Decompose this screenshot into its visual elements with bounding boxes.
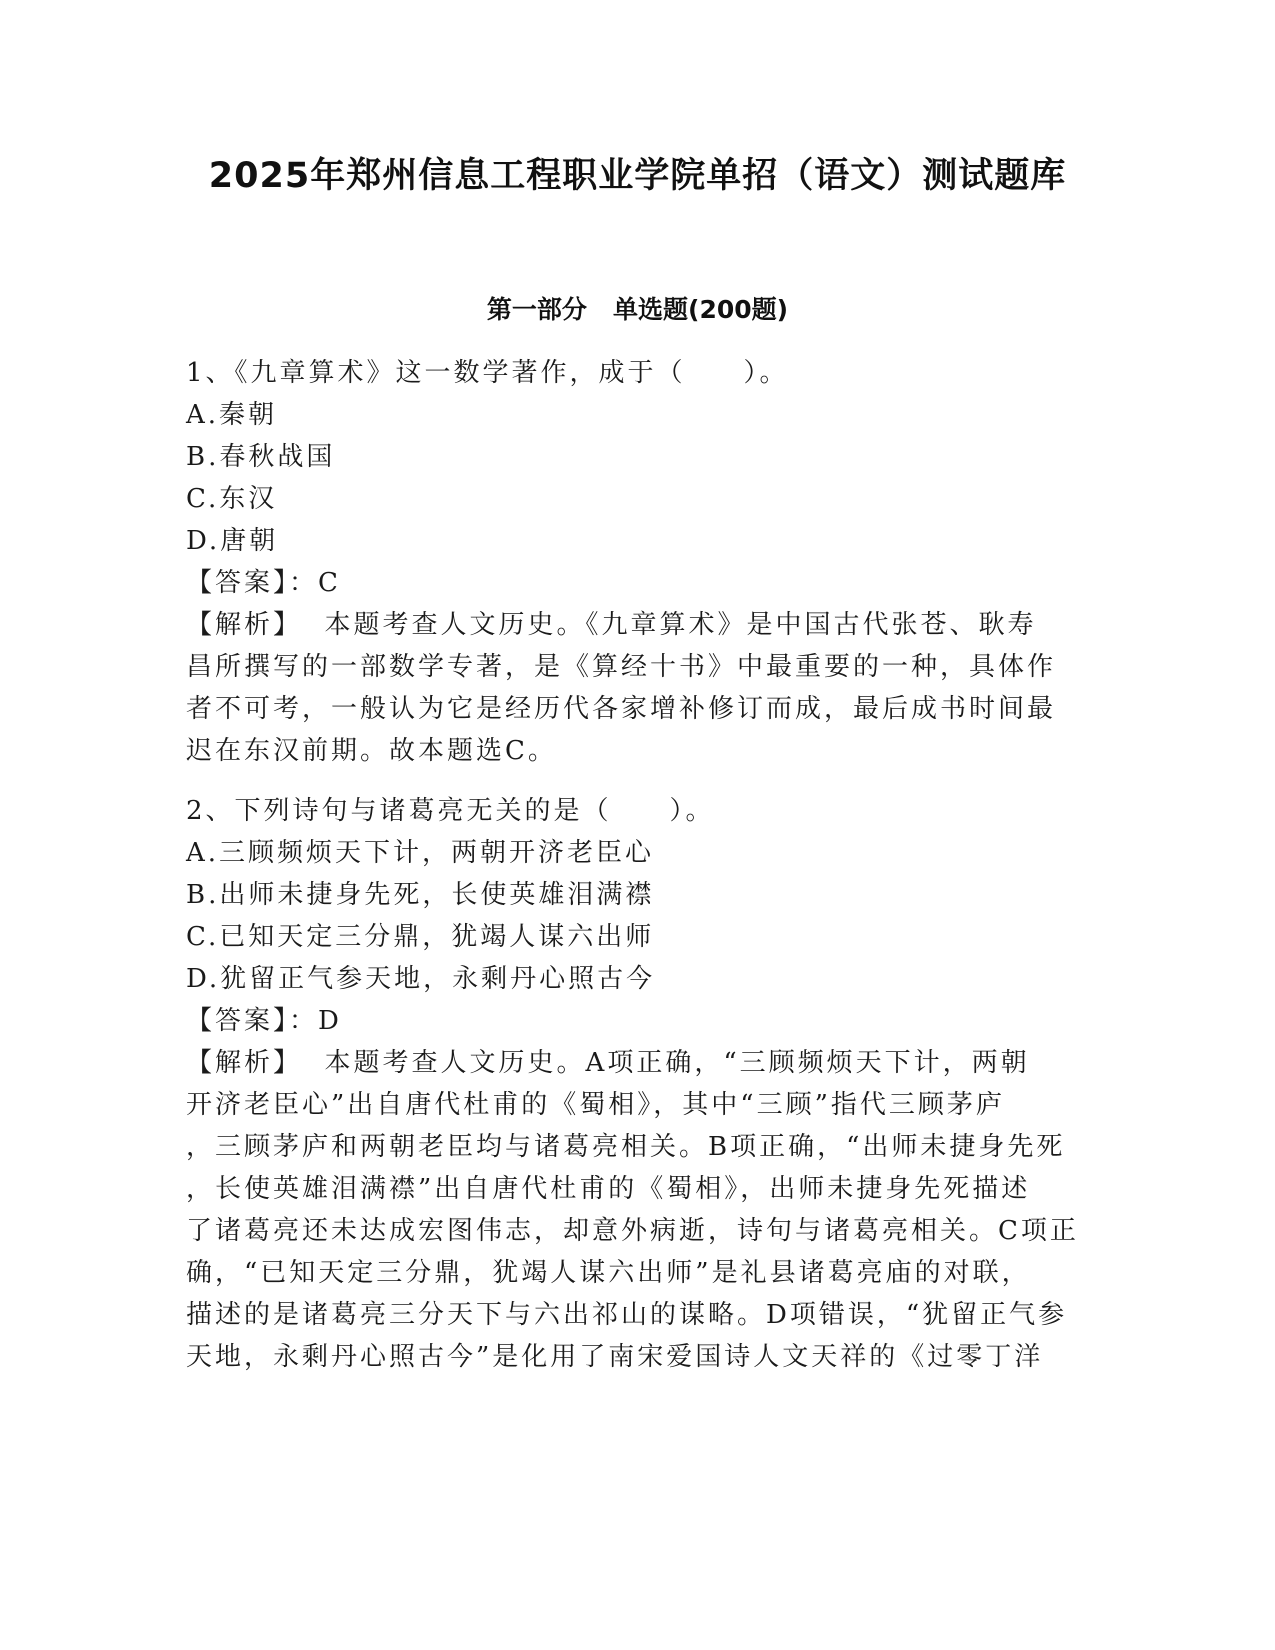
analysis-line: 者不可考，一般认为它是经历代各家增补修订而成，最后成书时间最 — [186, 694, 1057, 724]
analysis-line: ，长使英雄泪满襟”出自唐代杜甫的《蜀相》，出师未捷身先死描述 — [186, 1174, 1031, 1204]
option-c: C.东汉 — [186, 484, 278, 514]
option-b: B.春秋战国 — [186, 442, 336, 472]
analysis-line — [186, 604, 1086, 646]
option-b: B.出师未捷身先死，长使英雄泪满襟 — [186, 880, 655, 910]
analysis-label: 【解析】 — [186, 610, 303, 640]
analysis-line: 确，“已知天定三分鼎，犹竭人谋六出师”是礼县诸葛亮庙的对联， — [186, 1258, 1031, 1288]
analysis-line: 了诸葛亮还未达成宏图伟志，却意外病逝，诗句与诸葛亮相关。C项正 — [186, 1216, 1079, 1246]
answer-line — [186, 1000, 1086, 1042]
answer-value: D — [318, 1006, 342, 1036]
analysis-line: ，三顾茅庐和两朝老臣均与诸葛亮相关。B项正确，“出师未捷身先死 — [186, 1132, 1066, 1162]
analysis-label: 【解析】 — [186, 1048, 303, 1078]
question-stem: 1、《九章算术》这一数学著作，成于（ ）。 — [186, 358, 789, 388]
answer-label: 【答案】： — [186, 1006, 319, 1036]
question-stem: 2、下列诗句与诸葛亮无关的是（ ）。 — [186, 796, 715, 826]
analysis-line — [186, 1042, 1086, 1084]
analysis-text: 本题考查人文历史。A项正确，“三顾频烦天下计，两朝 — [302, 1048, 1030, 1078]
option-a: A.三顾频烦天下计，两朝开济老臣心 — [186, 838, 655, 868]
option-d: D.唐朝 — [186, 526, 279, 556]
question-item — [186, 352, 1086, 772]
analysis-line: 昌所撰写的一部数学专著，是《算经十书》中最重要的一种，具体作 — [186, 652, 1057, 682]
analysis-text: 本题考查人文历史。《九章算术》是中国古代张苍、耿寿 — [302, 610, 1037, 640]
section-title: 第一部分 单选题(200题) — [486, 295, 789, 324]
question-item — [186, 790, 1086, 1378]
answer-value: C — [318, 568, 341, 598]
option-d: D.犹留正气参天地，永剩丹心照古今 — [186, 964, 656, 994]
analysis-line: 迟在东汉前期。故本题选C。 — [186, 736, 557, 766]
analysis-line: 开济老臣心”出自唐代杜甫的《蜀相》，其中“三顾”指代三顾茅庐 — [186, 1090, 1005, 1120]
answer-line — [186, 562, 1086, 604]
analysis-line: 天地，永剩丹心照古今”是化用了南宋爱国诗人文天祥的《过零丁洋 — [186, 1342, 1044, 1372]
option-a: A.秦朝 — [186, 400, 278, 430]
answer-label: 【答案】： — [186, 568, 319, 598]
option-c: C.已知天定三分鼎，犹竭人谋六出师 — [186, 922, 655, 952]
analysis-line: 描述的是诸葛亮三分天下与六出祁山的谋略。D项错误，“犹留正气参 — [186, 1300, 1068, 1330]
page-title: 2025年郑州信息工程职业学院单招（语文）测试题库 — [208, 156, 1067, 196]
question-list — [186, 352, 1086, 1396]
